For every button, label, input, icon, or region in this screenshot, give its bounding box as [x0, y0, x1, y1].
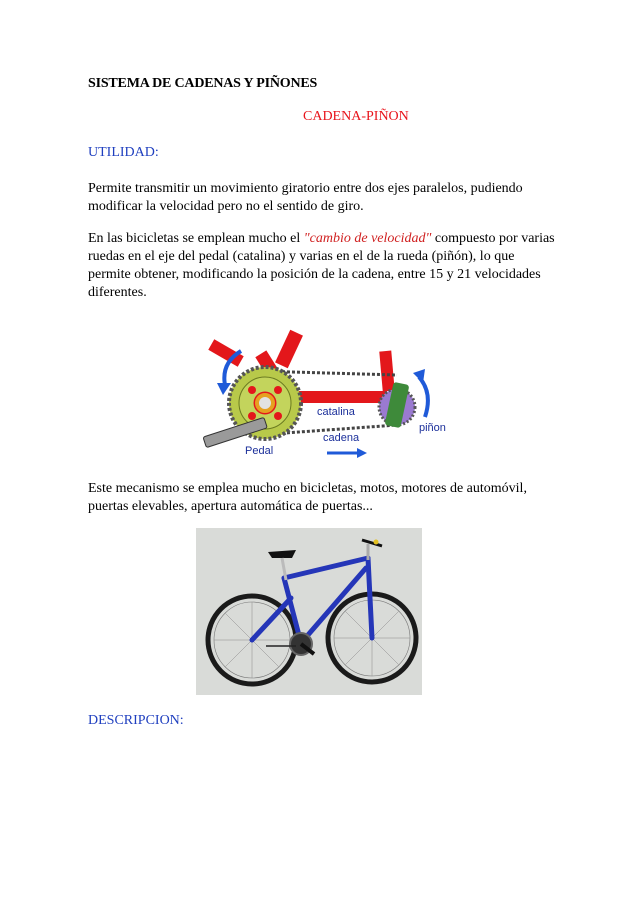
paragraph-bicicletas	[88, 230, 558, 302]
label-pinon: piñon	[419, 422, 446, 434]
paragraph-utilidad: Permite transmitir un movimiento giratorio entre dos ejes paralelos, pudiendo modificar la velocidad pero no el sentido de giro.	[88, 181, 523, 214]
document-title: SISTEMA DE CADENAS Y PIÑONES	[88, 76, 318, 91]
cambio-de-velocidad-quote: "cambio de velocidad"	[303, 231, 432, 246]
bicycle-photo	[196, 528, 422, 695]
paragraph-bicicletas-part2: compuesto por varias ruedas en el eje del pedal (catalina) y varias en el de la rueda (piñón), lo que permite obtener, modificando la posición de la cadena, entre 15 y 21 velocidades diferentes.	[88, 231, 555, 300]
descripcion-heading: DESCRIPCION:	[88, 713, 184, 728]
paragraph-bicicletas-part1: En las bicicletas se emplean mucho el	[88, 231, 304, 246]
utilidad-heading: UTILIDAD:	[88, 145, 159, 160]
paragraph-aplicaciones: Este mecanismo se emplea mucho en bicicletas, motos, motores de automóvil, puertas elevables, apertura automática de puertas...	[88, 481, 527, 514]
label-pedal: Pedal	[245, 445, 274, 457]
chain-sprocket-diagram	[197, 325, 454, 462]
document-subtitle: CADENA-PIÑON	[303, 109, 409, 124]
label-cadena: cadena	[323, 432, 360, 444]
label-catalina: catalina	[317, 406, 355, 418]
